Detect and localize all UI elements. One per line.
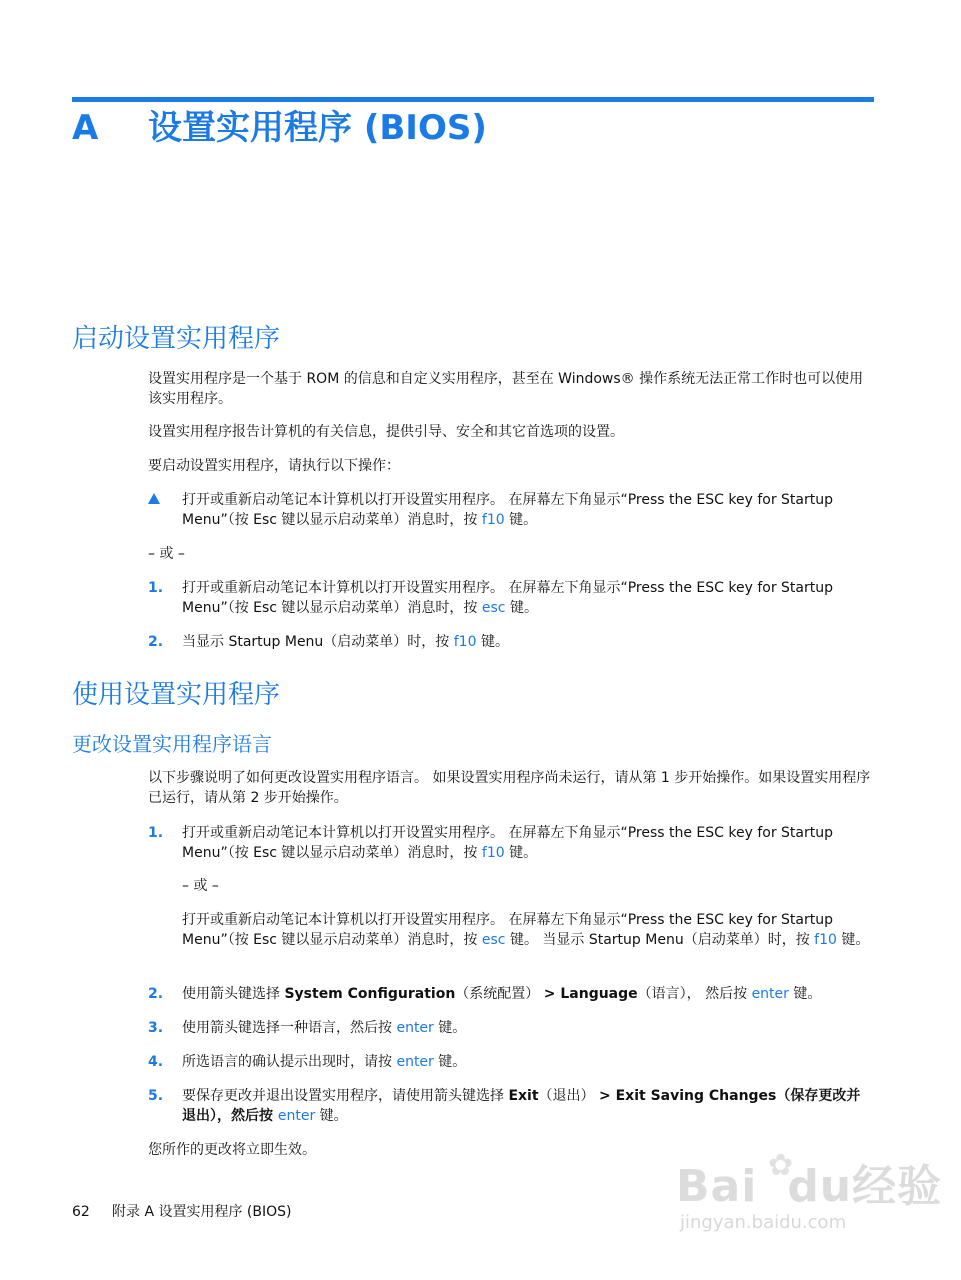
page-footer xyxy=(72,1202,292,1222)
or-separator: – 或 – xyxy=(182,878,219,894)
chapter-letter: A xyxy=(72,108,99,148)
key-name: f10 xyxy=(481,512,505,528)
key-name: f10 xyxy=(481,845,505,861)
or-separator: – 或 – xyxy=(148,546,185,562)
key-name: enter xyxy=(277,1108,316,1124)
intro-paragraph: 设置实用程序是一个基于 ROM 的信息和自定义实用程序，甚至在 Windows® 操作系统无法正常工作时也可以使用该实用程序。 xyxy=(148,371,864,407)
step-item: 1. 打开或重新启动笔记本计算机以打开设置实用程序。 在屏幕左下角显示“Press the ESC key for Startup Menu”（按 Esc 键以显示启动菜单）消息时，按 f10 键。 xyxy=(148,825,833,861)
menu-path: > Exit Saving Changes xyxy=(599,1088,777,1104)
step-alternative: 打开或重新启动笔记本计算机以打开设置实用程序。 在屏幕左下角显示“Press the ESC key for Startup Menu”（按 Esc 键以显示启动菜单）消息时，按 esc 键。 当显示 Startup Menu（启动菜单）时，按 f10 键。 xyxy=(182,912,870,948)
step-item: 4. 所选语言的确认提示出现时，请按 enter 键。 xyxy=(148,1054,467,1070)
key-name: enter xyxy=(396,1020,434,1036)
watermark-logo: Bai du经验 xyxy=(676,1161,943,1212)
key-name: f10 xyxy=(814,932,837,948)
section-heading-start-setup: 启动设置实用程序 xyxy=(72,324,281,354)
menu-path: > Language xyxy=(543,986,638,1002)
info-paragraph: 设置实用程序报告计算机的有关信息，提供引导、安全和其它首选项的设置。 xyxy=(148,424,624,440)
chapter-rule xyxy=(72,97,874,102)
language-intro-paragraph: 以下步骤说明了如何更改设置实用程序语言。 如果设置实用程序尚未运行，请从第 1 步开始操作。如果设置实用程序已运行，请从第 2 步开始操作。 xyxy=(148,770,871,806)
step-number: 5. xyxy=(148,1088,164,1104)
subsection-heading-language: 更改设置实用程序语言 xyxy=(72,732,272,756)
bullet-item: 打开或重新启动笔记本计算机以打开设置实用程序。 在屏幕左下角显示“Press the ESC key for Startup Menu”（按 Esc 键以显示启动菜单）消息时，按 f10 键。 xyxy=(148,490,874,530)
step-number: 2. xyxy=(148,634,164,650)
key-name: enter xyxy=(751,986,789,1002)
instruction-paragraph: 要启动设置实用程序，请执行以下操作： xyxy=(148,458,400,474)
key-name: esc xyxy=(481,600,506,616)
step-item: 3. 使用箭头键选择一种语言，然后按 enter 键。 xyxy=(148,1020,467,1036)
step-item: 1. 打开或重新启动笔记本计算机以打开设置实用程序。 在屏幕左下角显示“Press the ESC key for Startup Menu”（按 Esc 键以显示启动菜单）消息时，按 esc 键。 xyxy=(148,580,833,616)
triangle-bullet-icon xyxy=(148,493,160,504)
closing-paragraph: 您所作的更改将立即生效。 xyxy=(148,1142,316,1158)
key-name: enter xyxy=(396,1054,434,1070)
menu-path: System Configuration xyxy=(284,986,456,1002)
step-number: 1. xyxy=(148,825,164,841)
section-heading-use-setup: 使用设置实用程序 xyxy=(72,680,281,710)
step-number: 3. xyxy=(148,1020,164,1036)
step-item: 2. 当显示 Startup Menu（启动菜单）时，按 f10 键。 xyxy=(148,634,509,650)
menu-path: Exit xyxy=(508,1088,539,1104)
chapter-title: 设置实用程序 (BIOS) xyxy=(148,108,487,148)
baidu-watermark xyxy=(676,1148,943,1250)
page-number: 62 xyxy=(72,1204,90,1220)
step-item: 5. 要保存更改并退出设置实用程序，请使用箭头键选择 Exit（退出） > Exit Saving Changes（保存更改并退出），然后按 enter 键。 xyxy=(148,1088,861,1124)
footer-label: 附录 A 设置实用程序 (BIOS) xyxy=(112,1204,292,1220)
paw-icon: ✿ xyxy=(768,1148,794,1183)
step-item: 2. 使用箭头键选择 System Configuration（系统配置） > Language（语言）， 然后按 enter 键。 xyxy=(148,986,822,1002)
key-name: esc xyxy=(481,932,506,948)
step-number: 1. xyxy=(148,580,164,596)
step-number: 2. xyxy=(148,986,164,1002)
step-number: 4. xyxy=(148,1054,164,1070)
key-name: f10 xyxy=(453,634,477,650)
watermark-url: jingyan.baidu.com xyxy=(680,1212,847,1233)
chapter-heading xyxy=(72,106,487,150)
